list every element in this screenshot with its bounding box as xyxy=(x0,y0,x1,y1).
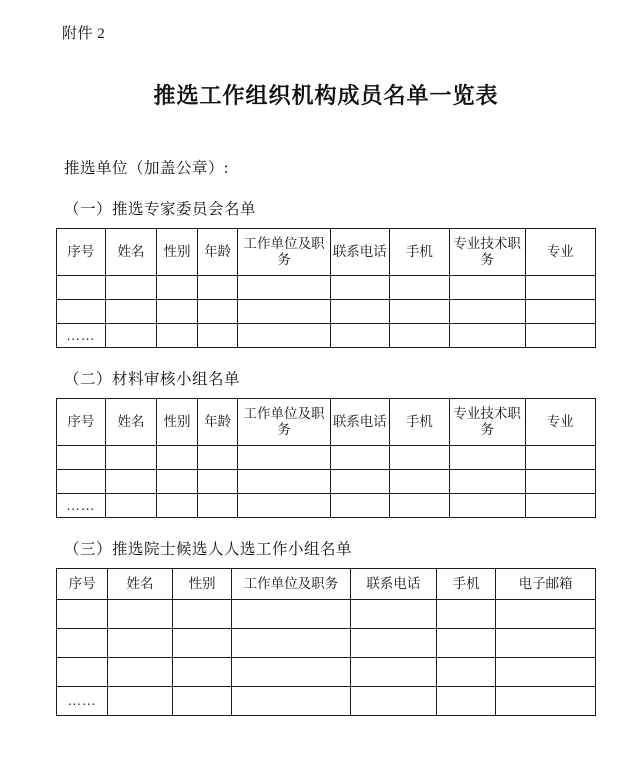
table-cell[interactable] xyxy=(232,658,351,687)
table-header-row xyxy=(57,229,596,276)
table-cell[interactable] xyxy=(525,446,595,470)
table-cell-ellipsis: …… xyxy=(57,324,106,348)
column-header: 性别 xyxy=(172,569,231,600)
table-row xyxy=(57,687,596,716)
table-cell[interactable] xyxy=(197,494,238,518)
column-header: 姓名 xyxy=(105,399,156,446)
table-cell[interactable] xyxy=(238,470,330,494)
table-header-row xyxy=(57,569,596,600)
table-cell[interactable] xyxy=(525,470,595,494)
table-cell[interactable] xyxy=(238,494,330,518)
table-cell[interactable] xyxy=(390,494,450,518)
table-row xyxy=(57,494,596,518)
table-cell[interactable] xyxy=(57,600,108,629)
table-cell[interactable] xyxy=(330,446,390,470)
column-header: 序号 xyxy=(57,569,108,600)
column-header: 手机 xyxy=(390,399,450,446)
table-cell[interactable] xyxy=(449,494,525,518)
column-header: 专业 xyxy=(525,399,595,446)
table-cell[interactable] xyxy=(57,446,106,470)
table-cell[interactable] xyxy=(436,687,495,716)
table-cell[interactable] xyxy=(350,600,436,629)
expert-committee-table xyxy=(56,228,596,348)
column-header: 性别 xyxy=(157,399,198,446)
table-cell[interactable] xyxy=(330,276,390,300)
table-cell[interactable] xyxy=(105,446,156,470)
table-cell[interactable] xyxy=(105,494,156,518)
table-cell[interactable] xyxy=(330,300,390,324)
section-heading-1: （一）推选专家委员会名单 xyxy=(64,201,257,218)
table-cell[interactable] xyxy=(105,276,156,300)
column-header: 性别 xyxy=(157,229,198,276)
column-header: 联系电话 xyxy=(350,569,436,600)
table-cell[interactable] xyxy=(449,300,525,324)
column-header: 专业 xyxy=(525,229,595,276)
column-header: 姓名 xyxy=(108,569,173,600)
table-cell[interactable] xyxy=(449,446,525,470)
table-cell[interactable] xyxy=(105,324,156,348)
table-cell[interactable] xyxy=(108,687,173,716)
table-cell[interactable] xyxy=(197,300,238,324)
table-cell[interactable] xyxy=(197,470,238,494)
table-cell[interactable] xyxy=(330,494,390,518)
table-cell[interactable] xyxy=(197,276,238,300)
section-heading-2: （二）材料审核小组名单 xyxy=(64,371,241,388)
table-cell[interactable] xyxy=(390,324,450,348)
table-cell[interactable] xyxy=(436,658,495,687)
table-cell[interactable] xyxy=(449,324,525,348)
table-cell[interactable] xyxy=(105,300,156,324)
table-cell[interactable] xyxy=(232,687,351,716)
table-cell-ellipsis: …… xyxy=(57,494,106,518)
table-cell[interactable] xyxy=(525,276,595,300)
column-header: 电子邮箱 xyxy=(496,569,596,600)
table-header-row xyxy=(57,399,596,446)
table-cell[interactable] xyxy=(232,600,351,629)
table-cell[interactable] xyxy=(172,629,231,658)
material-review-group-table xyxy=(56,398,596,518)
table-cell[interactable] xyxy=(197,446,238,470)
bottom-spacer xyxy=(56,716,596,736)
table-cell[interactable] xyxy=(157,470,198,494)
table-cell[interactable] xyxy=(390,300,450,324)
table-cell[interactable] xyxy=(496,600,596,629)
table-cell[interactable] xyxy=(350,629,436,658)
table-cell[interactable] xyxy=(525,324,595,348)
table-cell[interactable] xyxy=(496,658,596,687)
table-cell[interactable] xyxy=(330,470,390,494)
table-cell[interactable] xyxy=(57,276,106,300)
table-row xyxy=(57,600,596,629)
table-cell[interactable] xyxy=(238,324,330,348)
table-cell[interactable] xyxy=(57,629,108,658)
table-cell[interactable] xyxy=(157,494,198,518)
column-header: 专业技术职务 xyxy=(449,399,525,446)
table-cell[interactable] xyxy=(238,300,330,324)
table-cell[interactable] xyxy=(496,629,596,658)
column-header: 序号 xyxy=(57,229,106,276)
table-cell[interactable] xyxy=(350,658,436,687)
column-header: 手机 xyxy=(390,229,450,276)
table-cell[interactable] xyxy=(390,276,450,300)
table-cell[interactable] xyxy=(232,629,351,658)
table-cell[interactable] xyxy=(108,658,173,687)
table-cell[interactable] xyxy=(436,629,495,658)
table-cell[interactable] xyxy=(390,446,450,470)
table-cell[interactable] xyxy=(238,446,330,470)
table-cell[interactable] xyxy=(172,600,231,629)
table-cell[interactable] xyxy=(105,470,156,494)
table-row xyxy=(57,324,596,348)
column-header: 工作单位及职务 xyxy=(238,229,330,276)
table-cell[interactable] xyxy=(157,446,198,470)
section-heading-3: （三）推选院士候选人人选工作小组名单 xyxy=(64,541,353,558)
table-row xyxy=(57,629,596,658)
table-cell[interactable] xyxy=(238,276,330,300)
table-cell[interactable] xyxy=(525,494,595,518)
table-row xyxy=(57,276,596,300)
table-cell[interactable] xyxy=(525,300,595,324)
recommending-unit-line: 推选单位（加盖公章）: xyxy=(64,160,229,177)
table-cell[interactable] xyxy=(330,324,390,348)
page-title: 推选工作组织机构成员名单一览表 xyxy=(153,83,499,109)
table-cell[interactable] xyxy=(108,629,173,658)
table-cell[interactable] xyxy=(108,600,173,629)
table-cell[interactable] xyxy=(449,276,525,300)
table-cell[interactable] xyxy=(172,687,231,716)
table-row xyxy=(57,446,596,470)
table-row xyxy=(57,658,596,687)
table-cell-ellipsis: …… xyxy=(57,687,108,716)
table-cell[interactable] xyxy=(436,600,495,629)
column-header: 姓名 xyxy=(105,229,156,276)
table-cell[interactable] xyxy=(390,470,450,494)
attachment-label: 附件 2 xyxy=(62,26,106,42)
table-cell[interactable] xyxy=(57,470,106,494)
column-header: 工作单位及职务 xyxy=(238,399,330,446)
column-header: 年龄 xyxy=(197,399,238,446)
table-row xyxy=(57,470,596,494)
table-cell[interactable] xyxy=(57,658,108,687)
column-header: 联系电话 xyxy=(330,399,390,446)
table-cell[interactable] xyxy=(57,300,106,324)
column-header: 工作单位及职务 xyxy=(232,569,351,600)
table-cell[interactable] xyxy=(449,470,525,494)
table-cell[interactable] xyxy=(350,687,436,716)
table-cell[interactable] xyxy=(197,324,238,348)
column-header: 专业技术职务 xyxy=(449,229,525,276)
table-cell[interactable] xyxy=(157,276,198,300)
table-cell[interactable] xyxy=(496,687,596,716)
column-header: 手机 xyxy=(436,569,495,600)
table-cell[interactable] xyxy=(172,658,231,687)
table-cell[interactable] xyxy=(157,324,198,348)
column-header: 年龄 xyxy=(197,229,238,276)
column-header: 序号 xyxy=(57,399,106,446)
academician-candidate-group-table xyxy=(56,568,596,716)
column-header: 联系电话 xyxy=(330,229,390,276)
table-row xyxy=(57,300,596,324)
table-cell[interactable] xyxy=(157,300,198,324)
